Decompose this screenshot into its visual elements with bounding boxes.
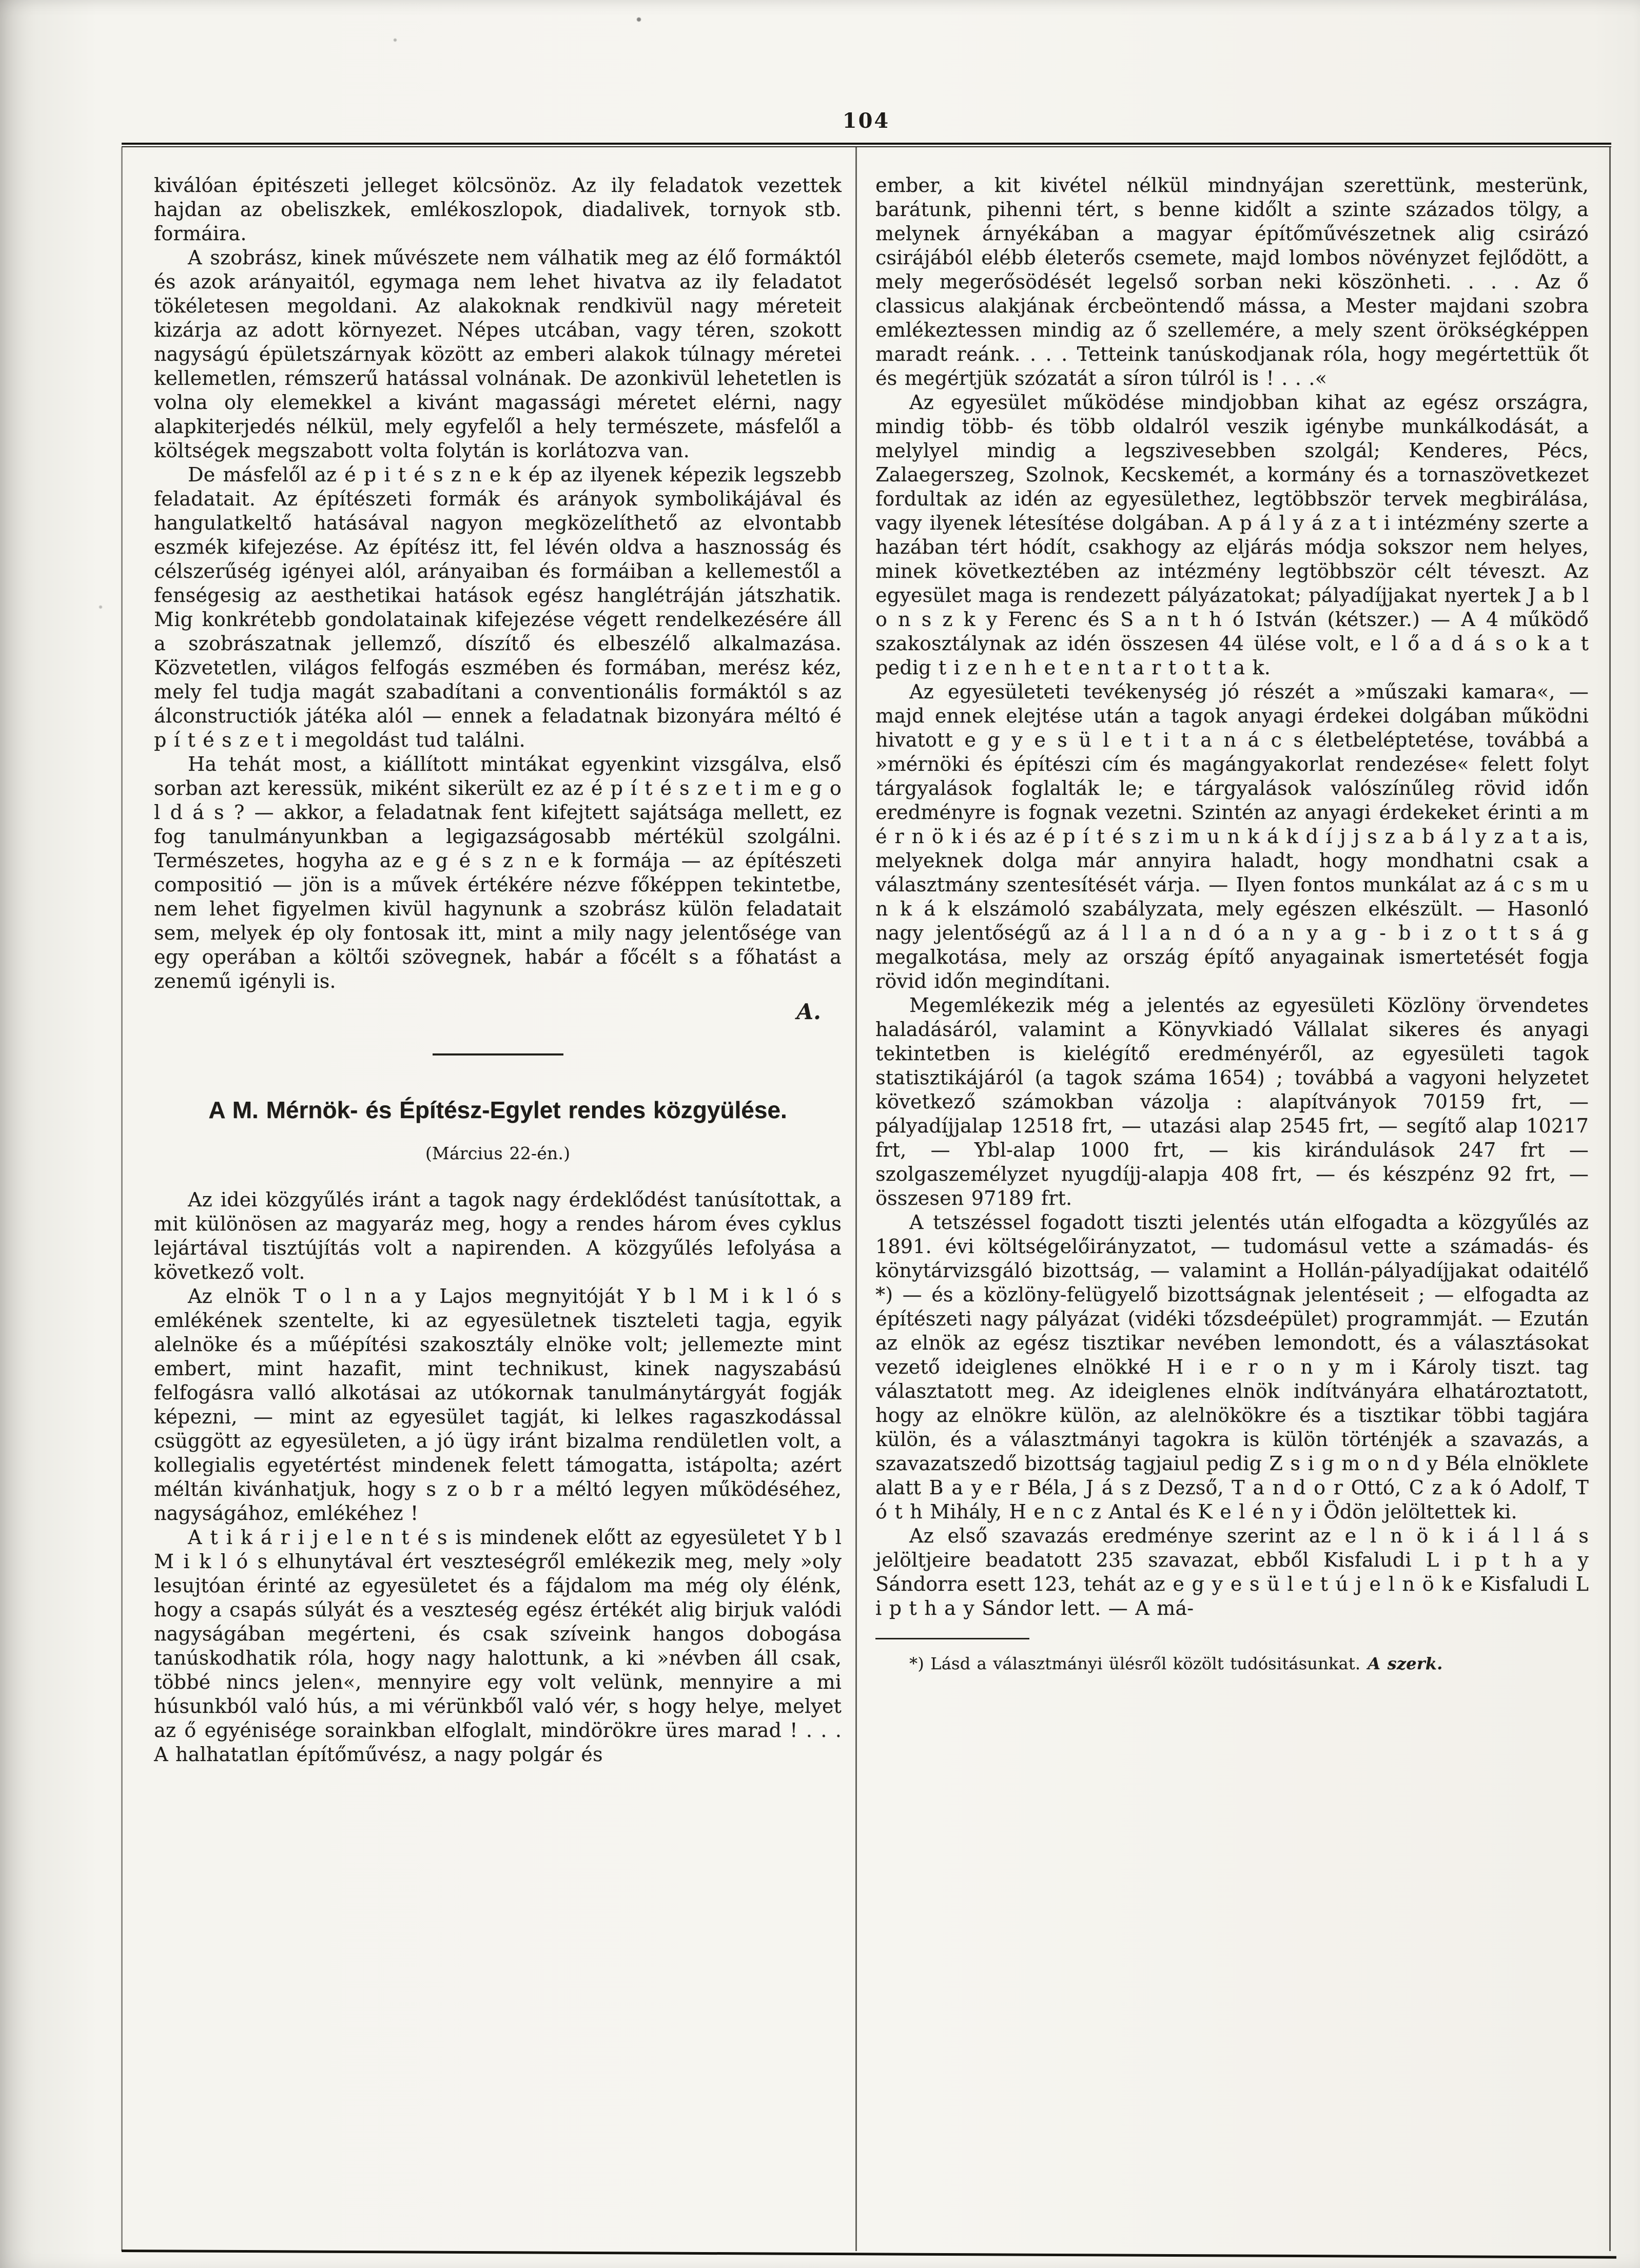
paragraph: kiválóan épitészeti jelleget kölcsönöz. Az ily feladatok vezettek hajdan az obeliszkek, emlékoszlopok, diadalivek, tornyok stb. formáira. (154, 174, 842, 245)
column-divider-rule (855, 147, 857, 2251)
article-title: A M. Mérnök- és Építész-Egylet rendes közgyülése. (208, 1097, 787, 1123)
paragraph: A t i k á r i j e l e n t é s is mindenek előtt az egyesületet Y b l M i k l ó s elhunytával ért veszteségről emlékezik meg, mely »oly lesujtóan érinté az egyesületet és a fájdalom ma még oly élénk, hogy a csapás súlyát és a veszteség egész értékét alig birjuk valódi nagyságában megérteni, és csak szíveink hangos dobogása tanúskodhatik róla, hogy nagy halottunk, a ki »névben áll csak, többé nincs jelen«, mennyire egy volt velünk, mennyire a mi húsunkból való hús, a mi vérünkből való vér, s hogy helye, melyet az ő egyénisége sorainkban elfoglalt, mindörökre üres marad ! . . . A halhatatlan építőművész, a nagy polgár és (154, 1526, 842, 1766)
section-divider-rule (433, 1053, 563, 1055)
right-column (875, 173, 1589, 1674)
article-dateline: (Március 22-én.) (425, 1143, 571, 1163)
paragraph: A szobrász, kinek művészete nem válhatik meg az élő formáktól és azok arányaitól, egymaga nem lehet hivatva az ily feladatot tökéletesen megoldani. Az alakoknak rendkivül nagy méreteit kizárja az adott környezet. Népes utcában, vagy téren, szokott nagyságú épületszárnyak között az emberi alakok túlnagy méretei kellemetlen, rémszerű hatással volnának. De azonkivül lehetetlen is volna oly elemekkel a kivánt magassági méretet elérni, nagy alapkiterjedés nélkül, mely egyfelől a hely természete, másfelől a költségek megszabott volta folytán is korlátozva van. (154, 246, 842, 462)
footnote (875, 1653, 1589, 1674)
paragraph: Megemlékezik még a jelentés az egyesületi Közlöny örvendetes haladásáról, valamint a Könyvkiadó Vállalat sikeres és anyagi tekintetben is kielégítő eredményéről, az egyesületi tagok statisztikájáról (a tagok száma 1654) ; továbbá a vagyoni helyzetet következő számokban vázolja : alapítványok 70159 frt, — pályadíjjalap 12518 frt, — utazási alap 2545 frt, — segítő alap 10217 frt, — Ybl-alap 1000 frt, — kis kirándulások 247 frt — szolgaszemélyzet nyugdíjj-alapja 408 frt, — és készpénz 92 frt, — összesen 97189 frt. (875, 994, 1589, 1209)
top-rule (122, 143, 1611, 147)
paragraph: A tetszéssel fogadott tiszti jelentés után elfogadta a közgyűlés az 1891. évi költségelőirányzatot, — tudomásul vette a számadás- és könytárvizsgáló bizottság, — valamint a Hollán-pályadíjjakat odaitélő *) — és a közlöny-felügyelő bizottságnak jelentéseit ; — elfogadta az építészeti nagy pályázat (vidéki tőzsdeépület) programmját. — Ezután az elnök az egész tisztikar nevében lemondott, és a választásokat vezető ideiglenes elnökké H i e r o n y m i Károly tiszt. tag választatott meg. Az ideiglenes elnök indítványára elhatároztatott, hogy az elnökre külön, az alelnökökre és a tisztikar többi tagjára külön, és a választmányi tagokra is külön történjék a szavazás, a szavazatszedő bizottság tagjaiul pedig Z s i g m o n d y Béla elnöklete alatt B a y e r Béla, J á s z Dezső, T a n d o r Ottó, C z a k ó Adolf, T ó t h Mihály, H e n c z Antal és K e l é n y i Ödön jelöltettek ki. (875, 1211, 1589, 1523)
paragraph: Az elnök T o l n a y Lajos megnyitóját Y b l M i k l ó s emlékének szentelte, ki az egyesületnek tiszteleti tagja, egyik alelnöke és a műépítési szakosztály elnöke volt; jellemezte mint embert, mint hazafit, mint technikust, kinek nagyszabású felfogásra valló alkotásai az utókornak tanulmánytárgyát fogják képezni, — mint az egyesület tagját, ki lelkes ragaszkodással csüggött az egyesületen, a jó ügy iránt bizalma rendületlen volt, a kollegialis egyetértést mindenek felett támogatta, istápolta; azért méltán kivánhatjuk, hogy s z o b r a méltó legyen működéséhez, nagyságához, emlékéhez ! (154, 1284, 842, 1524)
footnote-text: *) Lásd a választmányi ülésről közölt tudósitásunkat. (909, 1654, 1361, 1673)
paragraph: De másfelől az é p i t é s z n e k ép az ilyenek képezik legszebb feladatait. Az építészeti formák és arányok symbolikájával és hangulatkeltő hatásával nagyon megközelíthető az elvontabb eszmék kifejezése. Az építész itt, fel lévén oldva a hasznosság és célszerűség igényei alól, arányaiban és formáiban a kellemestől a fenségesig az aesthetikai hatások egész hanglétráján játszhatik. Mig konkrétebb gondolatainak kifejezése végett rendelkezésére áll a szobrászatnak jellemző, díszítő és elbeszélő alkalmazása. Közvetetlen, világos felfogás eszmében és formában, merész kéz, mely fel tudja magát szabadítani a conventionális formáktól s az álconstructiók játéka alól — ennek a feladatnak bizonyára méltó é p í t é s z e t i megoldást tud találni. (154, 463, 842, 751)
footnote-rule (875, 1638, 1029, 1639)
author-initial: A. (796, 999, 821, 1024)
left-column (154, 173, 842, 1767)
footnote-editor: A szerk. (1368, 1654, 1443, 1673)
paragraph: ember, a kit kivétel nélkül mindnyájan szerettünk, mesterünk, barátunk, pihenni tért, s benne kidőlt a szinte százados tölgy, a melynek árnyékában a magyar építőművészetnek alig csirázó csirájából elébb életerős csemete, majd lombos növényzet fejlődött, a mely megerősödését legelső sorban neki köszönheti. . . . Az ő classicus alakjának ércbeöntendő mássa, a Mester majdani szobra emlékeztessen mindig az ő szellemére, a mely szent örökségképpen maradt reánk. . . . Tetteink tanúskodjanak róla, hogy megértettük őt és megértjük szózatát a síron túlról is ! . . .« (875, 174, 1589, 389)
paragraph: Az egyesületeti tevékenység jó részét a »műszaki kamara«, — majd ennek elejtése után a tagok anyagi érdekei dolgában működni hivatott e g y e s ü l e t i t a n á c s életbeléptetése, továbbá a »mérnöki és építészi cím és magángyakorlat rendezése« felett folyt tárgyalások foglalták le; e tárgyalások valószínűleg rövid időn eredményre is fognak vezetni. Szintén az anyagi érdekeket érinti a m é r n ö k i és az é p í t é s z i m u n k á k d í j j s z a b á l y z a t a is, melyeknek dolga már annyira haladt, hogy mondhatni csak a választmány szentesítését várja. — Ilyen fontos munkálat az á c s m u n k á k elszámoló szabályzata, mely egészen elkészült. — Hasonló nagy jelentőségű az á l l a n d ó a n y a g - b i z o t t s á g megalkotása, mely az ország építő anyagainak ismertetését fogja rövid időn megindítani. (875, 680, 1589, 992)
left-border-rule (121, 147, 123, 2251)
paragraph: Az első szavazás eredménye szerint az e l n ö k i á l l á s jelöltjeire beadatott 235 szavazat, ebből Kisfaludi L i p t h a y Sándorra esett 123, tehát az e g y e s ü l e t ú j e l n ö k e Kisfaludi L i p t h a y Sándor lett. — A má- (875, 1524, 1589, 1619)
right-border-rule (1609, 147, 1611, 2251)
bottom-rule (122, 2250, 1616, 2259)
paragraph: Az egyesület működése mindjobban kihat az egész országra, mindig több- és több oldalról veszik igénybe munkálkodását, a melylyel mindig a legszivesebben szolgál; Kenderes, Pécs, Zalaegerszeg, Szolnok, Kecskemét, a kormány és a tornaszövetkezet fordultak az idén az egyesülethez, legtöbbször tervek megbirálása, vagy ilyenek létesítése dolgában. A p á l y á z a t i intézmény szerte a hazában tért hódít, csakhogy az eljárás módja sokszor nem helyes, minek következtében az intézmény legtöbbször célt téveszt. Az egyesület maga is rendezett pályázatokat; pályadíjjakat nyertek J a b l o n s z k y Ferenc és S a n t h ó István (kétszer.) — A 4 működő szakosztálynak az idén összesen 44 ülése volt, e l ő a d á s o k a t pedig t i z e n h e t e n t a r t o t t a k. (875, 391, 1589, 679)
paragraph: Ha tehát most, a kiállított mintákat egyenkint vizsgálva, első sorban azt keressük, miként sikerült ez az é p í t é s z e t i m e g o l d á s ? — akkor, a feladatnak fent kifejtett sajátsága mellett, ez fog tanulmányunkban a legigazságosabb mértékül szolgálni. Természetes, hogyha az e g é s z n e k formája — az építészeti compositió — jön is a művek értékére nézve főképpen tekintetbe, nem lehet figyelmen kivül hagynunk a szobrász külön feladatait sem, melyek ép oly fontosak itt, mint a mily nagy jelentősége van egy operában a költői szövegnek, habár a főcélt s a főhatást a zenemű igényli is. (154, 753, 842, 992)
paragraph: Az idei közgyűlés iránt a tagok nagy érdeklődést tanúsítottak, a mit különösen az magyaráz meg, hogy a rendes három éves cyklus lejártával tisztújítás volt a napirenden. A közgyűlés lefolyása a következő volt. (154, 1188, 842, 1283)
page-number: 104 (842, 109, 890, 133)
